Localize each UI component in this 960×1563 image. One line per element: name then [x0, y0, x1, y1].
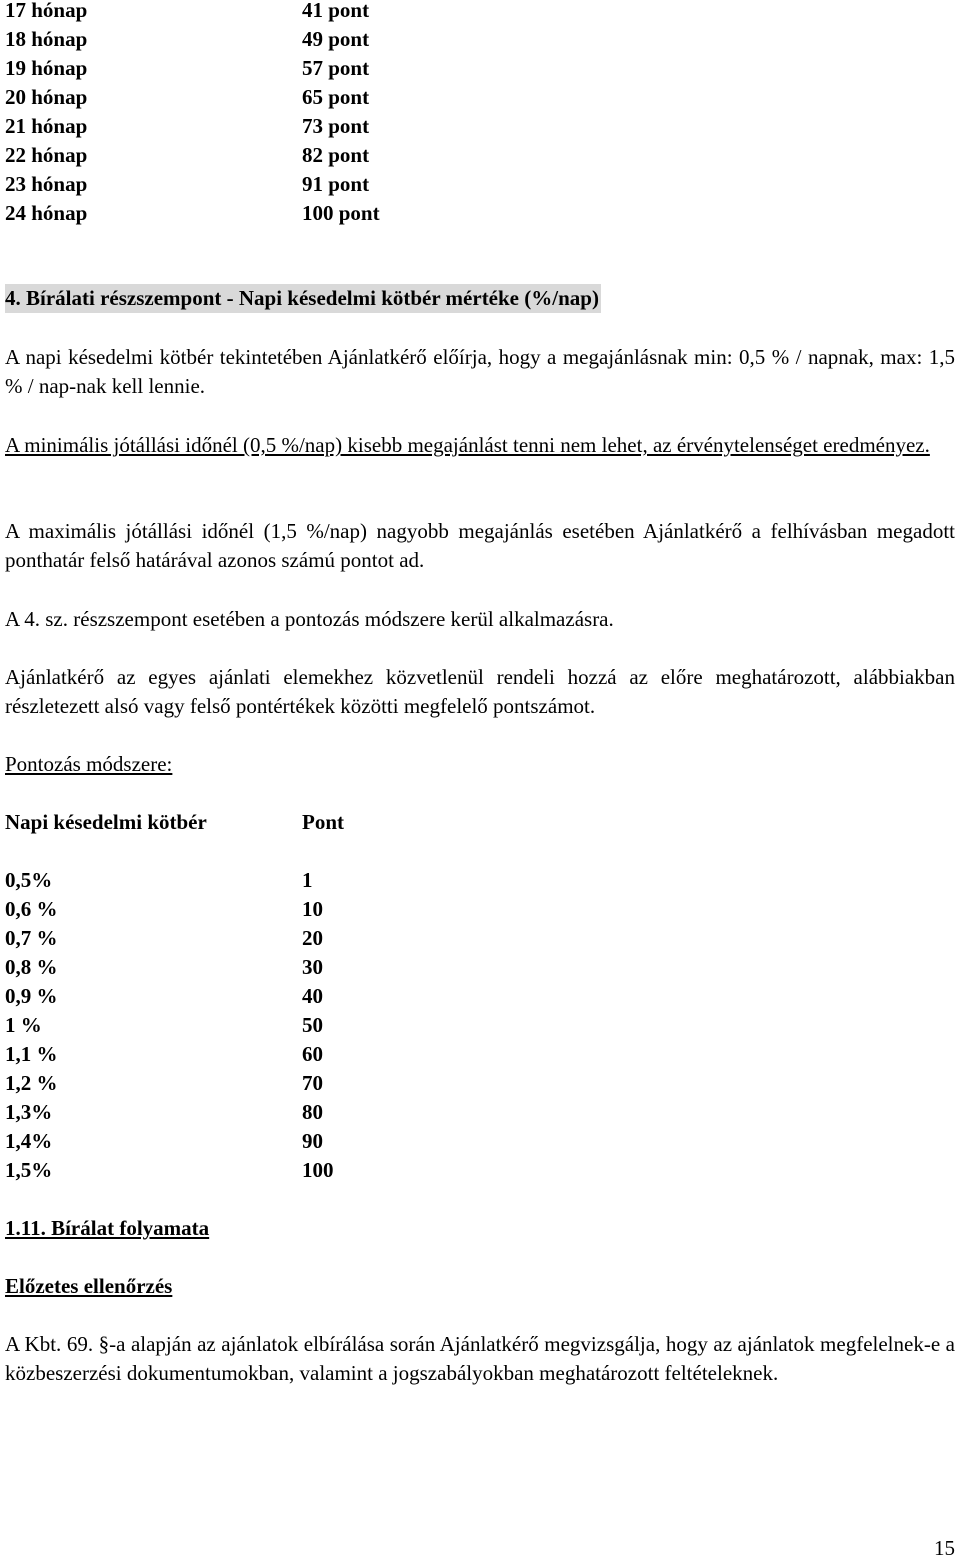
table-row [5, 982, 334, 1011]
paragraph-scoring-description: Ajánlatkérő az egyes ajánlati elemekhez közvetlenül rendeli hozzá az előre meghatározott, alábbiakban részletezett alsó vagy felső pontértékek közötti megfelelő pontszámot. [5, 665, 955, 718]
rate-cell: 1,3% [5, 1100, 53, 1124]
points-cell: 73 pont [302, 114, 370, 138]
month-cell: 24 hónap [5, 201, 88, 225]
points-cell: 100 [302, 1158, 334, 1182]
month-cell: 18 hónap [5, 27, 88, 51]
points-cell: 65 pont [302, 85, 370, 109]
month-cell: 22 hónap [5, 143, 88, 167]
table-row [5, 1127, 334, 1156]
table-row [5, 953, 334, 982]
table-row [5, 112, 380, 141]
rate-cell: 0,7 % [5, 926, 58, 950]
points-cell: 50 [302, 1013, 323, 1037]
table-row [5, 1098, 334, 1127]
table-row [5, 1069, 334, 1098]
table-row [5, 199, 380, 228]
rate-cell: 1,1 % [5, 1042, 58, 1066]
table-row [5, 54, 380, 83]
header-rate: Napi késedelmi kötbér [5, 810, 207, 834]
rate-cell: 0,8 % [5, 955, 58, 979]
points-cell: 49 pont [302, 27, 370, 51]
preliminary-check-heading: Előzetes ellenőrzés [5, 1274, 173, 1298]
paragraph-min-max: A napi késedelmi kötbér tekintetében Ajánlatkérő előírja, hogy a megajánlásnak min: 0,5 % / napnak, max: 1,5 % / nap-nak kell lennie. [5, 345, 955, 398]
rate-cell: 0,5% [5, 868, 53, 892]
points-cell: 57 pont [302, 56, 370, 80]
table-row [5, 1011, 334, 1040]
table-row [5, 1156, 334, 1185]
table-row [5, 83, 380, 112]
table-row [5, 866, 334, 895]
table-row [5, 1040, 334, 1069]
section-1-11-heading: 1.11. Bírálat folyamata [5, 1216, 210, 1240]
scoring-method-label: Pontozás módszere: [5, 752, 173, 776]
points-cell: 10 [302, 897, 323, 921]
paragraph-kbt-69: A Kbt. 69. §-a alapján az ajánlatok elbírálása során Ajánlatkérő megvizsgálja, hogy az ajánlatok megfelelnek-e a közbeszerzési dokumentumokban, valamint a jogszabályokban meghatározott feltételeknek. [5, 1332, 955, 1385]
points-cell: 91 pont [302, 172, 370, 196]
points-cell: 40 [302, 984, 323, 1008]
points-cell: 70 [302, 1071, 323, 1095]
table-row [5, 895, 334, 924]
table-row [5, 141, 380, 170]
score-table-header [5, 808, 344, 837]
page-number: 15 [934, 1536, 955, 1560]
month-cell: 20 hónap [5, 85, 88, 109]
points-cell: 41 pont [302, 0, 370, 22]
points-cell: 80 [302, 1100, 323, 1124]
points-cell: 100 pont [302, 201, 380, 225]
table-row [5, 0, 380, 25]
rate-cell: 1,4% [5, 1129, 53, 1153]
paragraph-minimum: A minimális jótállási időnél (0,5 %/nap) kisebb megajánlást tenni nem lehet, az érvénytelenséget eredményez. [5, 433, 930, 457]
points-cell: 90 [302, 1129, 323, 1153]
section-4-heading: 4. Bírálati részszempont - Napi késedelmi kötbér mértéke (%/nap) [5, 284, 601, 313]
month-cell: 21 hónap [5, 114, 88, 138]
table-row [5, 924, 334, 953]
table-row [5, 170, 380, 199]
paragraph-method-applied: A 4. sz. részszempont esetében a pontozás módszere kerül alkalmazásra. [5, 607, 614, 631]
rate-cell: 1 % [5, 1013, 42, 1037]
rate-cell: 1,5% [5, 1158, 53, 1182]
month-points-table [5, 0, 380, 228]
penalty-score-table [5, 866, 334, 1185]
paragraph-maximum: A maximális jótállási időnél (1,5 %/nap) nagyobb megajánlás esetében Ajánlatkérő a felhívásban megadott ponthatár felső határával azonos számú pontot ad. [5, 519, 955, 572]
month-cell: 17 hónap [5, 0, 88, 22]
month-cell: 23 hónap [5, 172, 88, 196]
month-cell: 19 hónap [5, 56, 88, 80]
table-row [5, 25, 380, 54]
header-points: Pont [302, 810, 344, 834]
rate-cell: 0,9 % [5, 984, 58, 1008]
rate-cell: 1,2 % [5, 1071, 58, 1095]
points-cell: 30 [302, 955, 323, 979]
points-cell: 60 [302, 1042, 323, 1066]
points-cell: 20 [302, 926, 323, 950]
points-cell: 1 [302, 868, 313, 892]
rate-cell: 0,6 % [5, 897, 58, 921]
points-cell: 82 pont [302, 143, 370, 167]
